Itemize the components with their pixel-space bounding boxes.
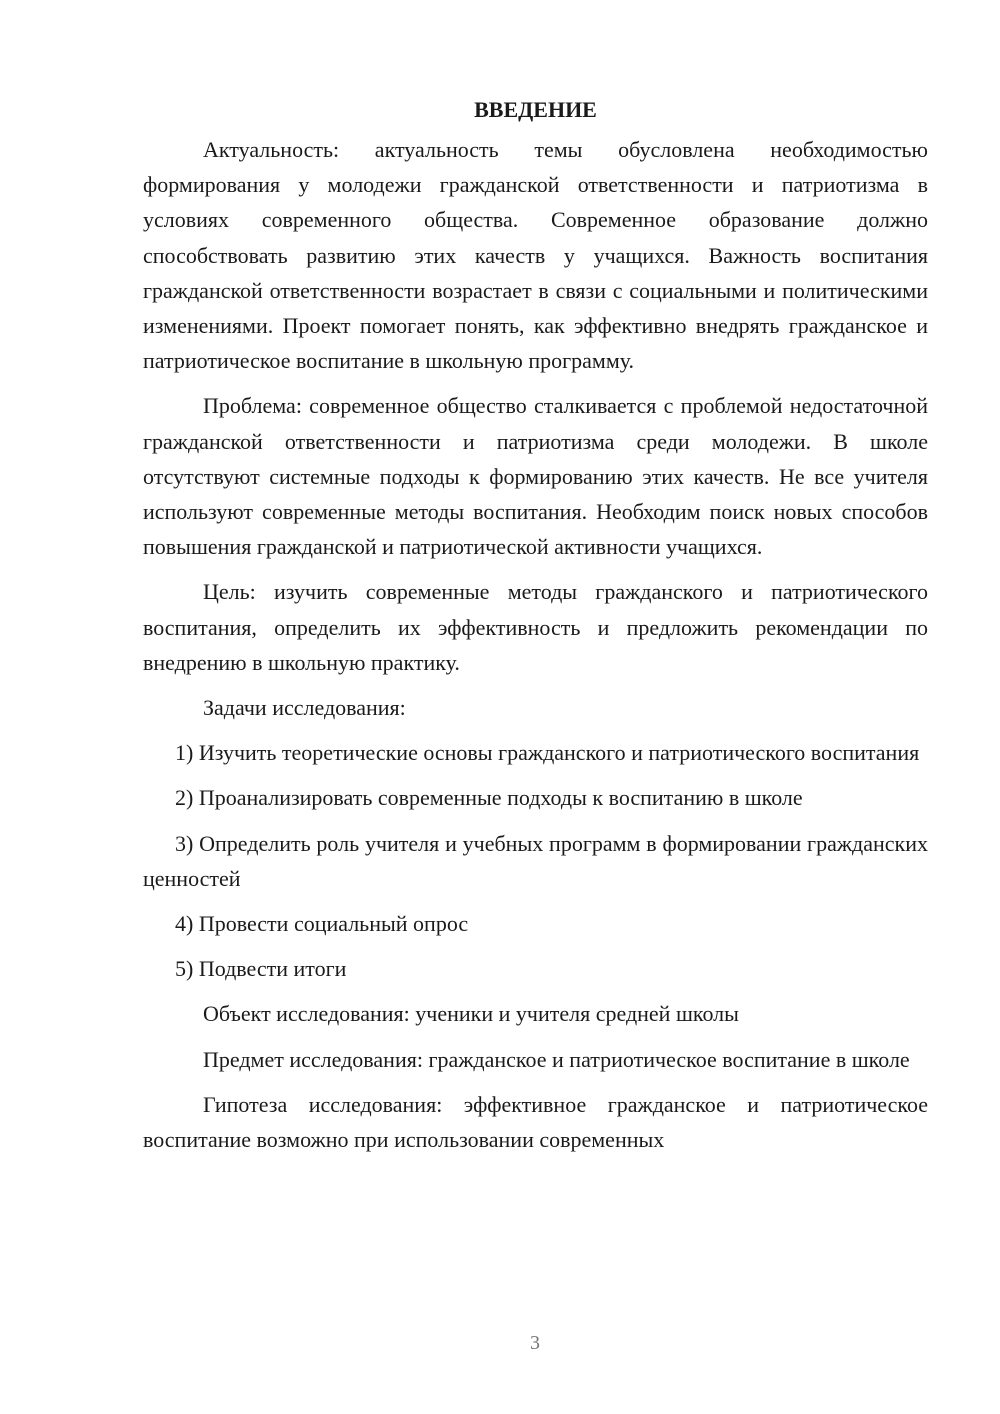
- task-item-3: 3) Определить роль учителя и учебных программ в формировании гражданских ценностей: [143, 830, 928, 891]
- subject-paragraph: Предмет исследования: гражданское и патриотическое воспитание в школе: [203, 1046, 910, 1072]
- task-item-2: 2) Проанализировать современные подходы к воспитанию в школе: [175, 785, 803, 811]
- hypothesis-paragraph: Гипотеза исследования: эффективное гражданское и патриотическое воспитание возможно при использовании современных: [143, 1091, 928, 1153]
- tasks-title: Задачи исследования:: [203, 695, 406, 721]
- task-item-5: 5) Подвести итоги: [175, 956, 347, 982]
- problem-paragraph: Проблема: современное общество сталкивается с проблемой недостаточной гражданской ответственности и патриотизма среди молодежи. В школе отсутствуют системные подходы к формированию этих качеств. Не все учителя используют современные методы воспитания. Необходим поиск новых способов повышения гражданской и патриотической активности учащихся.: [143, 393, 928, 560]
- section-heading: ВВЕДЕНИЕ: [474, 97, 597, 122]
- object-paragraph: Объект исследования: ученики и учителя средней школы: [203, 1001, 739, 1027]
- page-content: [143, 90, 928, 1167]
- relevance-paragraph: Актуальность: актуальность темы обусловлена необходимостью формирования у молодежи гражданской ответственности и патриотизма в условиях современного общества. Современное образование должно способствовать развитию этих качеств у учащихся. Важность воспитания гражданской ответственности возрастает в связи с социальными и политическими изменениями. Проект помогает понять, как эффективно внедрять гражданское и патриотическое воспитание в школьную программу.: [143, 137, 928, 374]
- goal-paragraph: Цель: изучить современные методы гражданского и патриотического воспитания, определить их эффективность и предложить рекомендации по внедрению в школьную практику.: [143, 579, 928, 675]
- task-item-1: 1) Изучить теоретические основы гражданского и патриотического воспитания: [175, 740, 920, 766]
- page-number: 3: [530, 1332, 540, 1354]
- task-item-4: 4) Провести социальный опрос: [175, 911, 469, 937]
